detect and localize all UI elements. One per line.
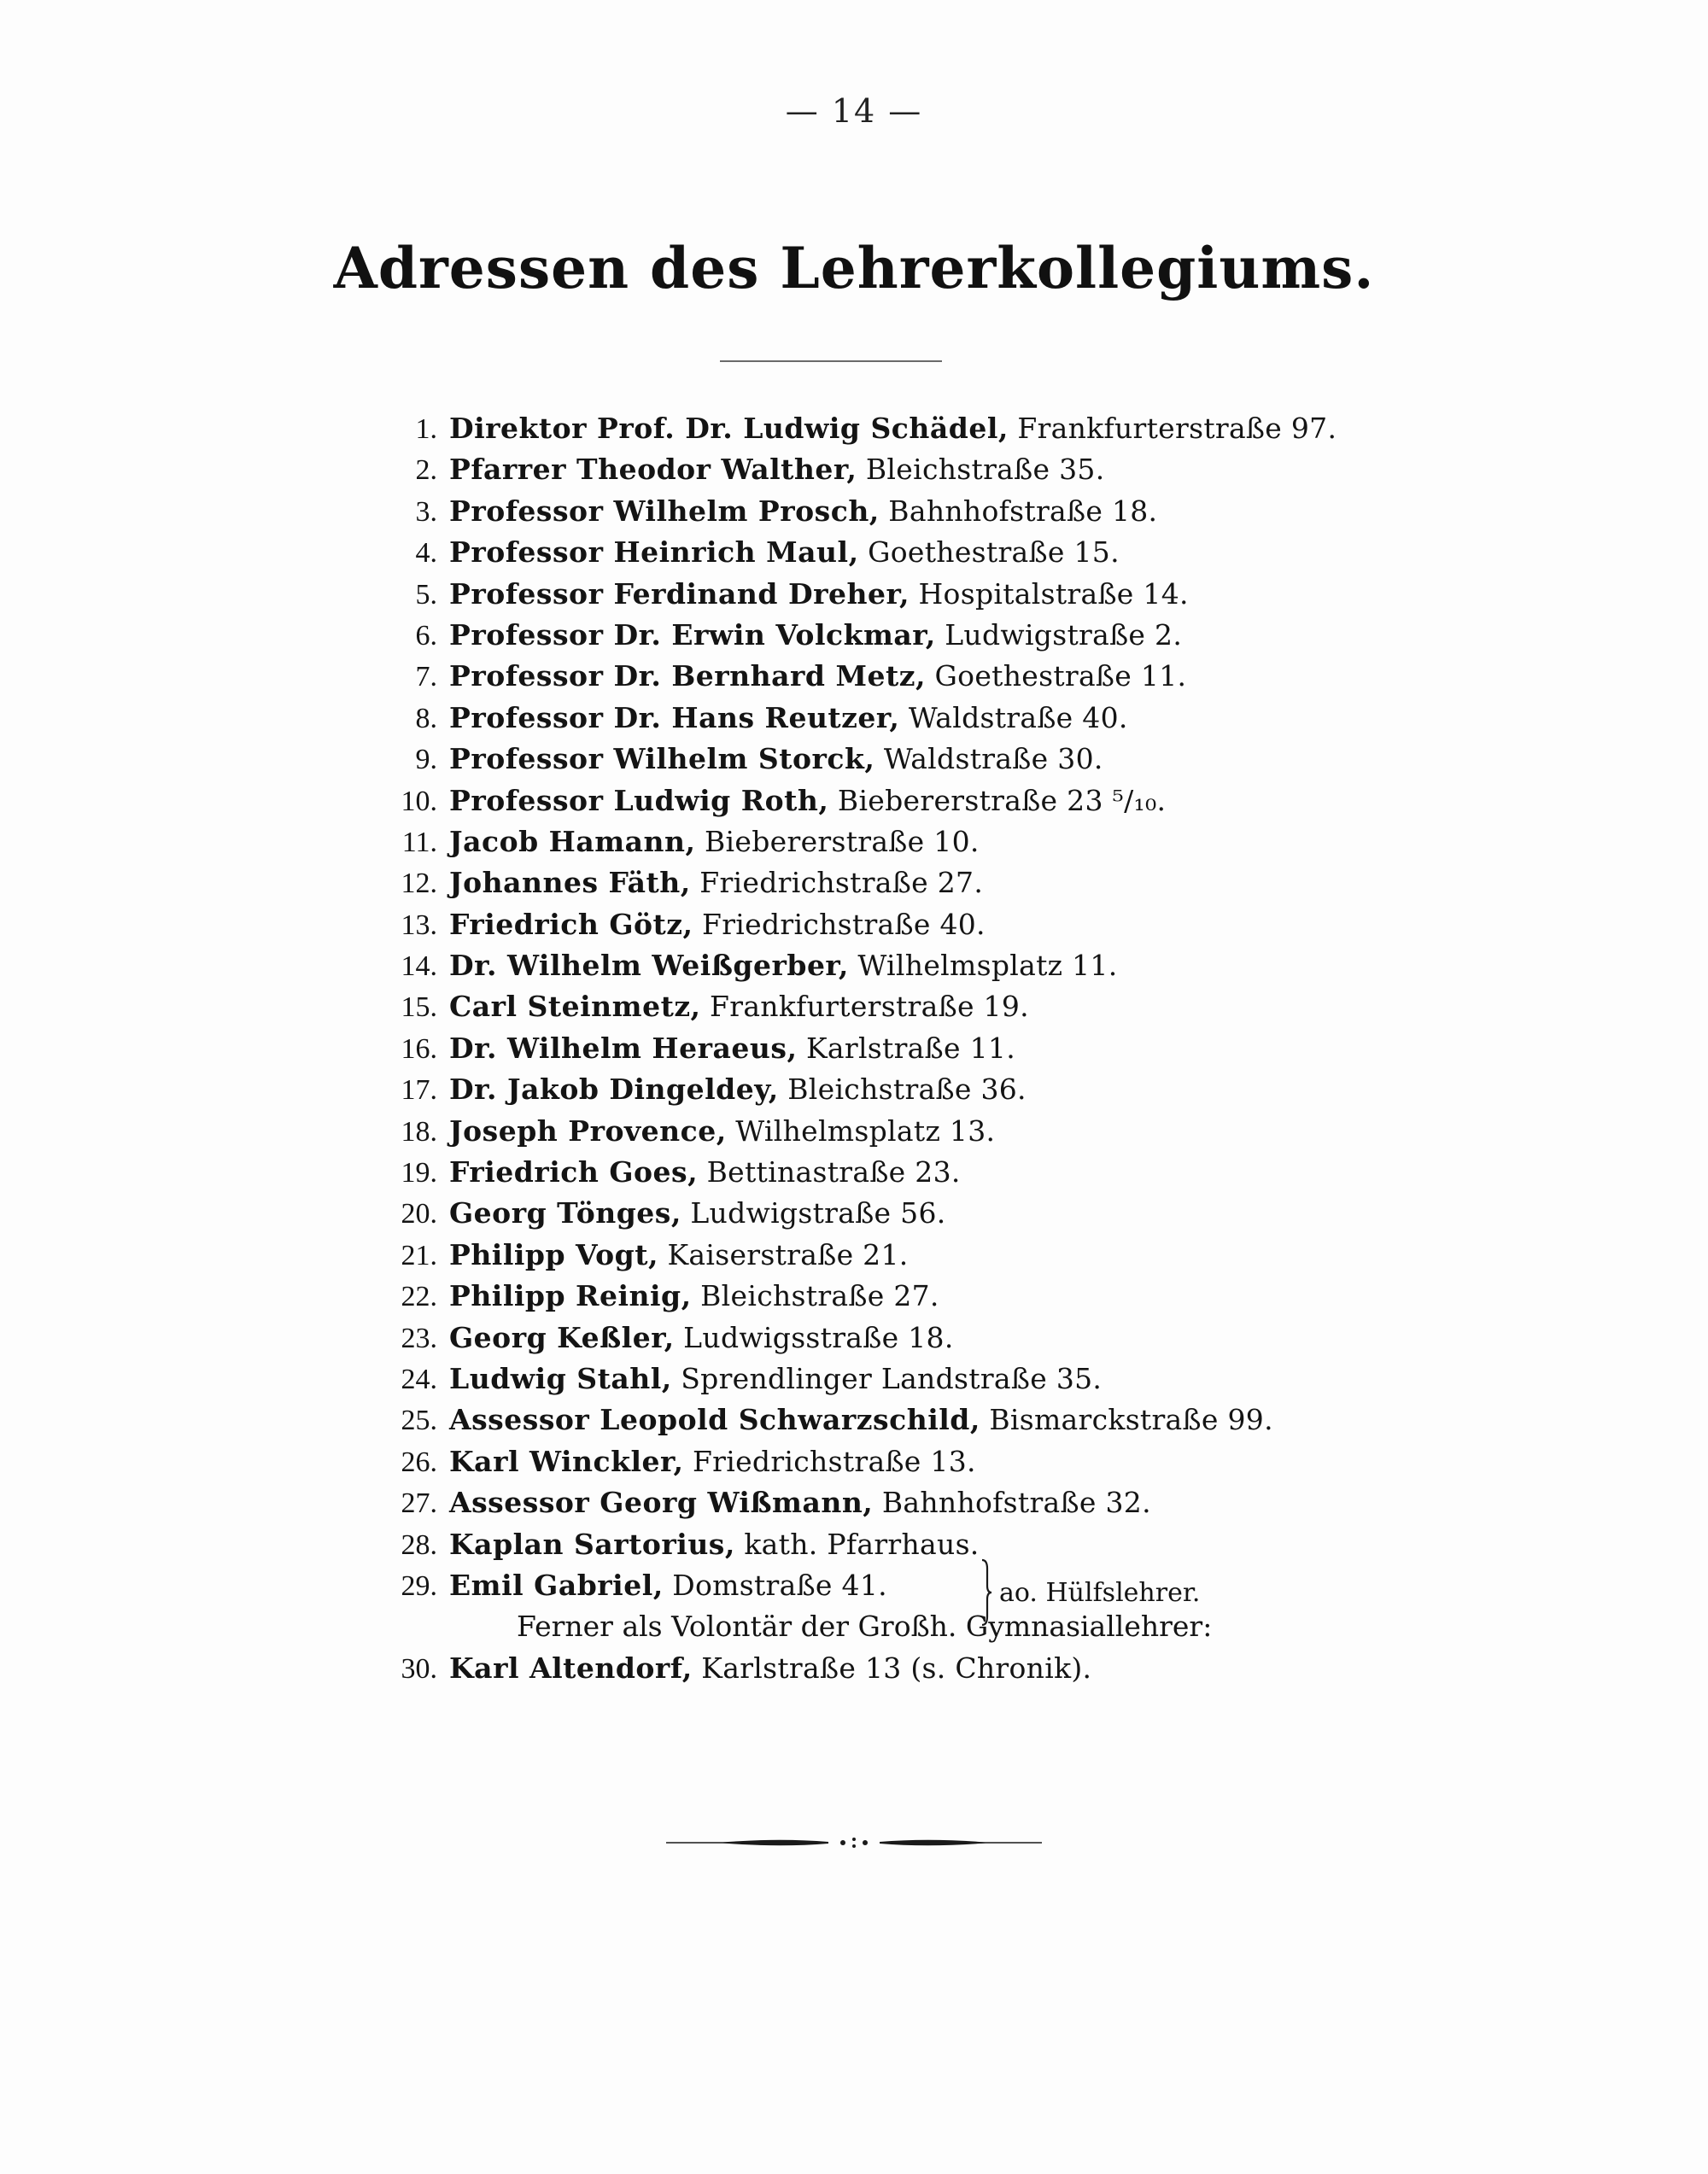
list-item [359, 739, 1452, 780]
list-item [359, 1069, 1452, 1110]
title-divider [720, 360, 942, 362]
entry-name: Jacob Hamann, [449, 824, 696, 858]
entry-name: Direktor Prof. Dr. Ludwig Schädel, [449, 412, 1009, 445]
entry-address: Bahnhofstraße 32. [881, 1486, 1151, 1520]
entry-name: Friedrich Götz, [449, 907, 693, 941]
entry-address: Frankfurterstraße 97. [1017, 412, 1337, 445]
entry-name: Philipp Vogt, [449, 1237, 658, 1271]
entry-number: 3. [415, 495, 437, 528]
entry-address: Karlstraße 13 (s. Chronik). [701, 1651, 1092, 1685]
entry-address: Bahnhofstraße 18. [888, 494, 1158, 528]
list-item [359, 1441, 1452, 1482]
entry-address: Waldstraße 30. [883, 742, 1103, 776]
entry-number: 24. [401, 1363, 437, 1395]
entry-name: Friedrich Goes, [449, 1155, 699, 1189]
entry-address: Goethestraße 15. [868, 535, 1120, 570]
entry-number: 6. [415, 619, 437, 652]
list-item [359, 491, 1452, 532]
entry-number: 21. [401, 1239, 437, 1271]
list-item [359, 1359, 1452, 1400]
teacher-address-list [359, 408, 1452, 1689]
list-item [359, 532, 1452, 573]
entry-address: Waldstraße 40. [908, 700, 1128, 734]
entry-number: 2. [415, 454, 437, 487]
entry-address: Bismarckstraße 99. [989, 1403, 1273, 1437]
entry-address: Bleichstraße 36. [787, 1072, 1027, 1107]
entry-number: 9. [415, 744, 437, 776]
entry-number: 25. [401, 1405, 437, 1437]
entry-name: Ludwig Stahl, [449, 1361, 672, 1395]
entry-number: 16. [401, 1032, 437, 1065]
entry-number: 11. [401, 826, 437, 858]
entry-name: Professor Wilhelm Storck, [449, 742, 875, 776]
entry-name: Professor Dr. Bernhard Metz, [449, 659, 926, 693]
entry-address: Ludwigsstraße 18. [683, 1320, 954, 1354]
ornamental-divider-icon [666, 1834, 1042, 1851]
entry-number: 29. [401, 1569, 437, 1602]
entry-number: 22. [401, 1281, 437, 1313]
entry-address: Ludwigstraße 2. [945, 617, 1183, 652]
entry-address: Wilhelmsplatz 13. [735, 1113, 996, 1148]
entry-name: Professor Ludwig Roth, [449, 783, 829, 817]
entry-name: Johannes Fäth, [449, 866, 691, 900]
list-item [359, 698, 1452, 739]
entry-address: Domstraße 41. [672, 1568, 887, 1602]
list-item [359, 1565, 1452, 1606]
entry-number: 10. [401, 785, 437, 817]
entry-address: Friedrichstraße 27. [699, 866, 984, 900]
list-item [359, 821, 1452, 862]
list-item [359, 1235, 1452, 1276]
entry-name: Emil Gabriel, [449, 1568, 664, 1602]
list-item [359, 574, 1452, 615]
entry-address: Karlstraße 11. [805, 1031, 1015, 1065]
list-item [359, 1524, 1452, 1565]
entry-number: 14. [401, 950, 437, 983]
entry-address: Sprendlinger Landstraße 35. [681, 1361, 1103, 1395]
brace-note: ao. Hülfslehrer. [999, 1578, 1201, 1608]
entry-number: 15. [401, 991, 437, 1024]
entry-number: 28. [401, 1528, 437, 1561]
page-number: — 14 — [785, 92, 923, 130]
entry-name: Pfarrer Theodor Walther, [449, 453, 857, 487]
entry-address: Bleichstraße 35. [865, 453, 1105, 487]
entry-address: Ludwigstraße 56. [690, 1196, 946, 1230]
list-item [359, 1276, 1452, 1317]
entry-name: Joseph Provence, [449, 1113, 727, 1148]
entry-address: Biebererstraße 10. [705, 824, 980, 858]
list-item [359, 1318, 1452, 1359]
entry-address: Goethestraße 11. [934, 659, 1187, 693]
entry-number: 23. [401, 1322, 437, 1354]
entry-number: 5. [415, 578, 437, 611]
entry-number: 7. [415, 661, 437, 693]
list-item [359, 1648, 1452, 1689]
entry-address: kath. Pfarrhaus. [744, 1527, 980, 1561]
entry-name: Assessor Leopold Schwarzschild, [449, 1403, 980, 1437]
entry-number: 27. [401, 1487, 437, 1520]
entry-name: Karl Altendorf, [449, 1651, 693, 1685]
list-item [359, 656, 1452, 697]
entry-name: Carl Steinmetz, [449, 990, 701, 1024]
entry-address: Biebererstraße 23 ⁵/₁₀. [837, 783, 1167, 817]
list-item [359, 408, 1452, 449]
entry-number: 17. [401, 1074, 437, 1107]
entry-address: Frankfurterstraße 19. [710, 990, 1029, 1024]
list-item [359, 904, 1452, 945]
page-title: Adressen des Lehrerkollegiums. [333, 235, 1375, 301]
entry-address: Wilhelmsplatz 11. [857, 949, 1118, 983]
entry-address: Bleichstraße 27. [700, 1279, 939, 1313]
list-item [359, 615, 1452, 656]
list-item [359, 1193, 1452, 1234]
entry-name: Professor Heinrich Maul, [449, 535, 859, 570]
entry-address: Bettinastraße 23. [706, 1155, 961, 1189]
entry-name: Professor Dr. Erwin Volckmar, [449, 617, 936, 652]
list-item [359, 780, 1452, 821]
entry-number: 13. [401, 909, 437, 941]
entry-number: 18. [401, 1115, 437, 1148]
volunteer-note: Ferner als Volontär der Großh. Gymnasiallehrer: [517, 1610, 1213, 1644]
list-item [359, 945, 1452, 986]
entry-number: 1. [415, 413, 437, 445]
entry-name: Assessor Georg Wißmann, [449, 1486, 874, 1520]
entry-number: 19. [401, 1157, 437, 1189]
list-item [359, 449, 1452, 490]
entry-address: Kaiserstraße 21. [667, 1237, 909, 1271]
entry-address: Friedrichstraße 40. [702, 907, 986, 941]
entry-name: Kaplan Sartorius, [449, 1527, 735, 1561]
entry-name: Karl Winckler, [449, 1444, 684, 1478]
entry-number: 30. [401, 1652, 437, 1685]
entry-name: Philipp Reinig, [449, 1279, 692, 1313]
entry-name: Professor Ferdinand Dreher, [449, 576, 910, 611]
entry-number: 8. [415, 702, 437, 734]
entry-name: Georg Tönges, [449, 1196, 681, 1230]
list-item [359, 1152, 1452, 1193]
entry-name: Dr. Jakob Dingeldey, [449, 1072, 779, 1107]
list-item [359, 1400, 1452, 1441]
list-item [359, 1111, 1452, 1152]
entry-address: Friedrichstraße 13. [692, 1444, 976, 1478]
entry-name: Georg Keßler, [449, 1320, 675, 1354]
list-item [359, 862, 1452, 903]
list-item [359, 986, 1452, 1027]
entry-name: Dr. Wilhelm Heraeus, [449, 1031, 798, 1065]
bleed-through-text [145, 162, 153, 190]
entry-number: 4. [415, 537, 437, 570]
entry-number: 12. [401, 868, 437, 900]
entry-address: Hospitalstraße 14. [918, 576, 1189, 611]
entry-name: Dr. Wilhelm Weißgerber, [449, 949, 849, 983]
entry-name: Professor Wilhelm Prosch, [449, 494, 880, 528]
list-item [359, 1482, 1452, 1523]
right-brace-icon [980, 1558, 992, 1627]
entry-number: 20. [401, 1198, 437, 1230]
list-item [359, 1028, 1452, 1069]
entry-number: 26. [401, 1446, 437, 1478]
entry-name: Professor Dr. Hans Reutzer, [449, 700, 900, 734]
